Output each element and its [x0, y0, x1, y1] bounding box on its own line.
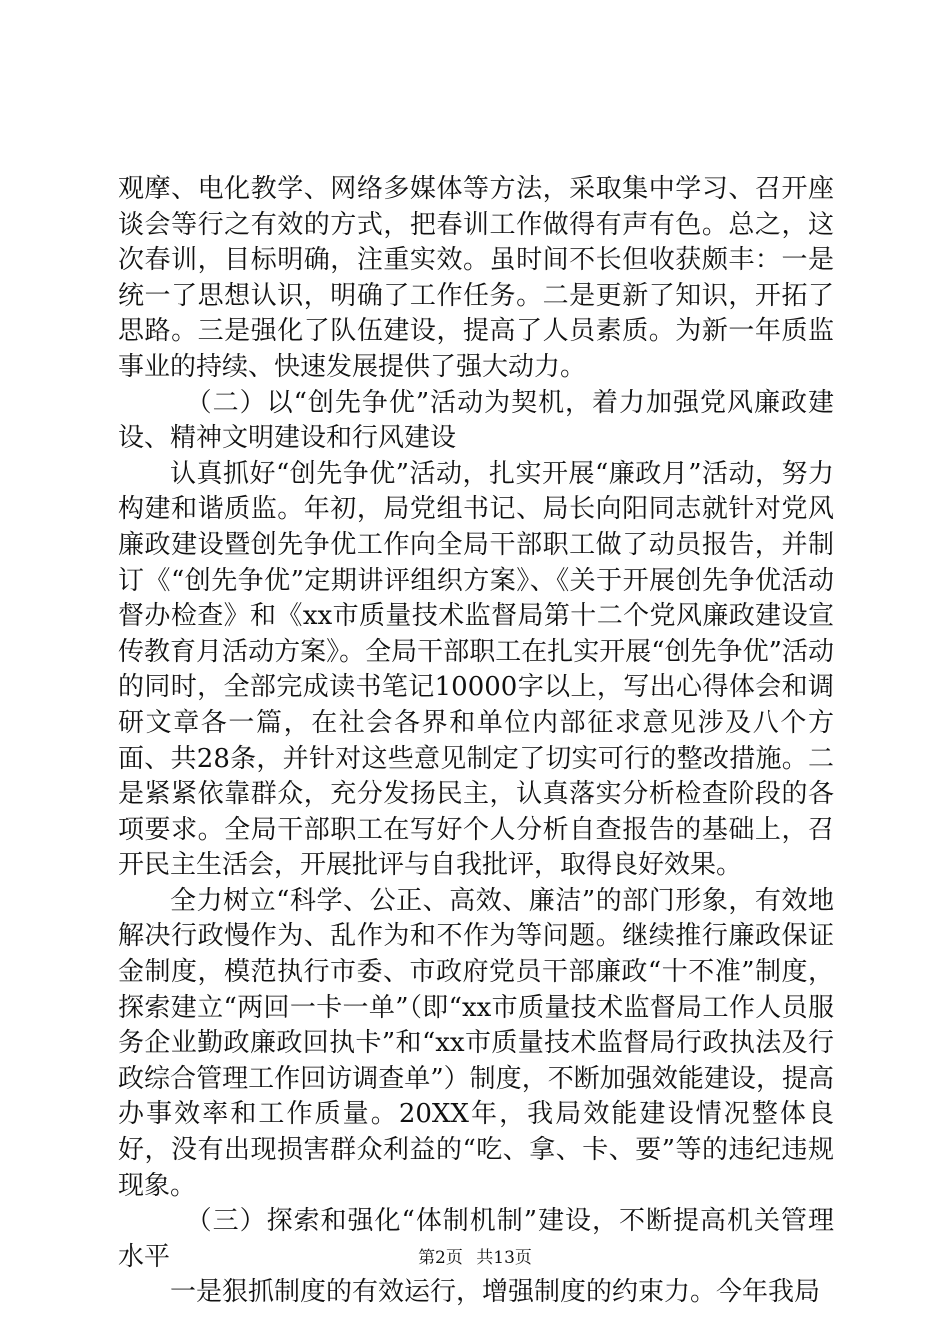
section-heading: （三）探索和强化“体制机制”建设，不断提高机关管理水平: [118, 1206, 834, 1272]
page-total: 共13页: [476, 1248, 532, 1268]
document-body: [118, 172, 834, 1311]
section-heading: （二）以“创先争优”活动为契机，着力加强党风廉政建设、精神文明建设和行风建设: [118, 387, 834, 454]
body-paragraph: 一是狠抓制度的有效运行，增强制度的约束力。今年我局: [170, 1277, 821, 1308]
body-paragraph: 认真抓好“创先争优”活动，扎实开展“廉政月”活动，努力构建和谐质监。年初，局党组书记、局长向阳同志就针对党风廉政建设暨创先争优工作向全局干部职工做了动员报告，并制订《“创先争优”定期讲评组织方案》、《关于开展创先争优活动督办检查》和《xx市质量技术监督局第十二个党风廉政建设宣传教育月活动方案》。全局干部职工在扎实开展“创先争优”活动的同时，全部完成读书笔记10000字以上，写出心得体会和调研文章各一篇，在社会各界和单位内部征求意见涉及八个方面、共28条，并针对这些意见制定了切实可行的整改措施。二是紧紧依靠群众，充分发扬民主，认真落实分析检查阶段的各项要求。全局干部职工在写好个人分析自查报告的基础上，召开民主生活会，开展批评与自我批评，取得良好效果。: [118, 458, 834, 881]
page-number: 第2页: [418, 1248, 463, 1268]
body-paragraph: 观摩、电化教学、网络多媒体等方法，采取集中学习、召开座谈会等行之有效的方式，把春训工作做得有声有色。总之，这次春训，目标明确，注重实效。虽时间不长但收获颇丰：一是统一了思想认识，明确了工作任务。二是更新了知识，开拓了思路。三是强化了队伍建设，提高了人员素质。为新一年质监事业的持续、快速发展提供了强大动力。: [118, 174, 834, 382]
page-footer: [0, 1243, 950, 1268]
body-paragraph: 全力树立“科学、公正、高效、廉洁”的部门形象，有效地解决行政慢作为、乱作为和不作为等问题。继续推行廉政保证金制度，模范执行市委、市政府党员干部廉政“十不准”制度，探索建立“两回一卡一单”（即“xx市质量技术监督局工作人员服务企业勤政廉政回执卡”和“xx市质量技术监督局行政执法及行政综合管理工作回访调查单”）制度，不断加强效能建设，提高办事效率和工作质量。20XX年，我局效能建设情况整体良好，没有出现损害群众利益的“吃、拿、卡、要”等的违纪违规现象。: [118, 885, 834, 1201]
